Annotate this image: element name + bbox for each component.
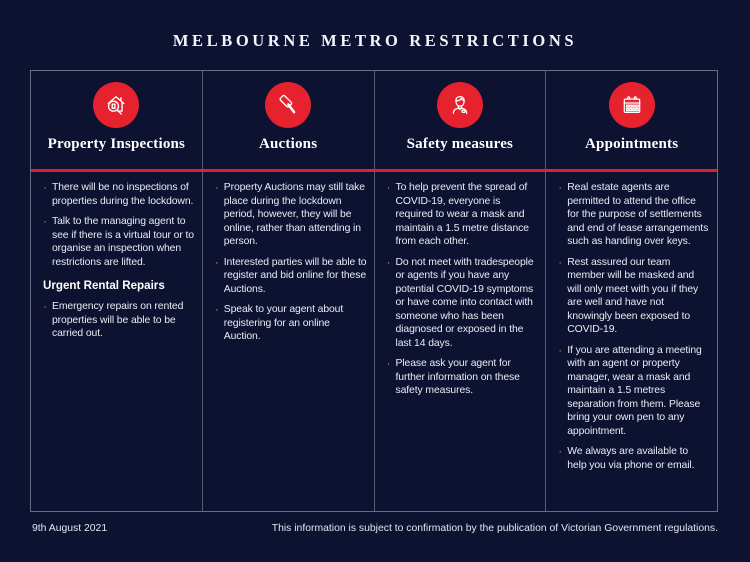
bullet-item bbox=[43, 181, 195, 208]
bullet-text: Interested parties will be able to register and bid online for these Auctions. bbox=[223, 256, 367, 295]
bullet-item bbox=[387, 181, 539, 249]
bullet-text: To help prevent the spread of COVID-19, everyone is required to wear a mask and maintain a 1.5 metre distance from each other. bbox=[395, 182, 529, 247]
column-header bbox=[375, 71, 546, 169]
bullet-text: Do not meet with tradespeople or agents if you have any potential COVID-19 symptoms or have come into contact with someone who has been diagnosed or exposed in the last 14 days. bbox=[395, 256, 534, 349]
bullet-icon: · bbox=[43, 180, 47, 194]
bullet-item bbox=[558, 256, 710, 337]
bullet-icon: · bbox=[386, 356, 391, 370]
column-body bbox=[31, 169, 202, 341]
icon-circle bbox=[265, 82, 311, 128]
footer-disclaimer: This information is subject to confirmation by the publication of Victorian Government regulations. bbox=[271, 523, 718, 534]
house-magnifier-icon bbox=[103, 92, 129, 118]
column-property-inspections bbox=[31, 71, 202, 511]
bullet-text: If you are attending a meeting with an agent or property manager, wear a mask and maintain a 1.5 metres separation from them. Please bring your own pen to any appointment. bbox=[567, 344, 702, 437]
bullet-text: Property Auctions may still take place during the lockdown period, however, they will be online, rather than attending in person. bbox=[223, 182, 365, 247]
bullet-item bbox=[558, 344, 710, 439]
bullet-text: Emergency repairs on rented properties will be able to be carried out. bbox=[52, 301, 184, 339]
bullet-item bbox=[43, 300, 195, 341]
column-safety-measures bbox=[374, 71, 546, 511]
column-header bbox=[31, 71, 202, 169]
column-title: Auctions bbox=[258, 136, 318, 152]
bullet-text: Rest assured our team member will be masked and will only meet with you if they are well and have not knowingly been exposed to COVID-19. bbox=[567, 256, 699, 335]
bullet-text: Please ask your agent for further information on these safety measures. bbox=[395, 358, 520, 396]
bullet-text: We always are available to help you via phone or email. bbox=[567, 446, 695, 471]
page-title: MELBOURNE METRO RESTRICTIONS bbox=[172, 31, 578, 50]
bullet-icon: · bbox=[558, 444, 563, 458]
bullet-icon: · bbox=[43, 214, 47, 228]
footer bbox=[32, 523, 718, 534]
column-body bbox=[375, 169, 546, 398]
column-auctions bbox=[202, 71, 374, 511]
icon-circle bbox=[93, 82, 139, 128]
column-body bbox=[203, 169, 374, 344]
bullet-item bbox=[215, 256, 367, 297]
column-title: Appointments bbox=[585, 136, 679, 152]
column-header bbox=[546, 71, 717, 169]
bullet-icon: · bbox=[558, 180, 563, 194]
bullet-icon: · bbox=[558, 254, 563, 269]
gavel-icon bbox=[275, 92, 301, 118]
column-appointments bbox=[545, 71, 717, 511]
bullet-icon: · bbox=[43, 299, 47, 313]
header-divider-red-line bbox=[31, 169, 717, 172]
bullet-item bbox=[387, 256, 539, 351]
column-header bbox=[203, 71, 374, 169]
bullet-item bbox=[387, 357, 539, 398]
icon-circle bbox=[437, 82, 483, 128]
column-title: Property Inspections bbox=[47, 136, 186, 152]
calendar-icon bbox=[619, 92, 645, 118]
bullet-item bbox=[558, 445, 710, 472]
bullet-icon: · bbox=[214, 180, 219, 194]
section-heading-urgent-rental-repairs: Urgent Rental Repairs bbox=[43, 279, 165, 292]
footer-date: 9th August 2021 bbox=[32, 523, 108, 534]
icon-circle bbox=[609, 82, 655, 128]
bullet-text: There will be no inspections of properties during the lockdown. bbox=[52, 182, 194, 207]
restrictions-board bbox=[30, 70, 718, 512]
bullet-icon: · bbox=[386, 180, 391, 194]
bullet-item bbox=[215, 303, 367, 344]
bullet-icon: · bbox=[214, 254, 219, 269]
bullet-item bbox=[215, 181, 367, 249]
bullet-text: Speak to your agent about registering for an online Auction. bbox=[223, 304, 344, 342]
masked-person-icon bbox=[447, 92, 473, 118]
bullet-item bbox=[558, 181, 710, 249]
bullet-text: Real estate agents are permitted to attend the office for the purpose of settlements and end of lease arrangements such as handing over keys. bbox=[567, 182, 709, 247]
bullet-item bbox=[43, 215, 195, 269]
bullet-icon: · bbox=[214, 302, 219, 316]
bullet-icon: · bbox=[558, 342, 563, 357]
bullet-text: Talk to the managing agent to see if there is a virtual tour or to organise an inspection when restrictions are lifted. bbox=[52, 216, 194, 268]
column-body bbox=[546, 169, 717, 472]
bullet-icon: · bbox=[386, 254, 391, 269]
column-title: Safety measures bbox=[406, 136, 514, 152]
